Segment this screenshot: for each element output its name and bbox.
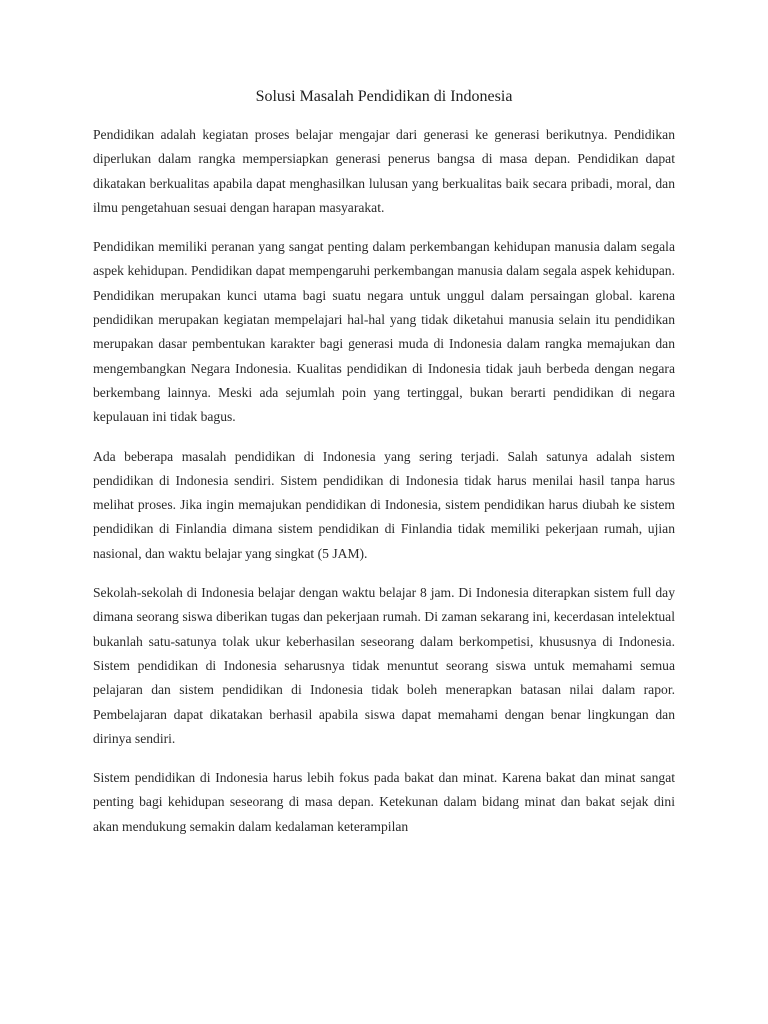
paragraph-4: Sekolah-sekolah di Indonesia belajar dengan waktu belajar 8 jam. Di Indonesia diterapkan sistem full day dimana seorang siswa diberikan tugas dan pekerjaan rumah. Di zaman sekarang ini, kecerdasan intelektual bukanlah satu-satunya tolak ukur keberhasilan seseorang dalam berkompetisi, khususnya di Indonesia. Sistem pendidikan di Indonesia seharusnya tidak menuntut seorang siswa untuk memahami semua pelajaran dan sistem pendidikan di Indonesia tidak boleh menerapkan batasan nilai dalam rapor. Pembelajaran dapat dikatakan berhasil apabila siswa dapat memahami dengan benar lingkungan dan dirinya sendiri. <box>93 585 675 746</box>
document-body <box>93 123 675 854</box>
document-title: Solusi Masalah Pendidikan di Indonesia <box>255 88 513 105</box>
paragraph-5: Sistem pendidikan di Indonesia harus lebih fokus pada bakat dan minat. Karena bakat dan minat sangat penting bagi kehidupan seseorang di masa depan. Ketekunan dalam bidang minat dan bakat sejak dini akan mendukung semakin dalam kedalaman keterampilan <box>93 770 675 834</box>
paragraph-2: Pendidikan memiliki peranan yang sangat penting dalam perkembangan kehidupan manusia dalam segala aspek kehidupan. Pendidikan dapat mempengaruhi perkembangan manusia dalam segala aspek kehidupan. Pendidikan merupakan kunci utama bagi suatu negara untuk unggul dalam persaingan global. karena pendidikan merupakan kegiatan mempelajari hal-hal yang tidak diketahui manusia selain itu pendidikan merupakan dasar pembentukan karakter bagi generasi muda di Indonesia dalam rangka memajukan dan mengembangkan Negara Indonesia. Kualitas pendidikan di Indonesia tidak jauh berbeda dengan negara berkembang lainnya. Meski ada sejumlah poin yang tertinggal, bukan berarti pendidikan di negara kepulauan ini tidak bagus. <box>93 239 675 425</box>
paragraph-3: Ada beberapa masalah pendidikan di Indonesia yang sering terjadi. Salah satunya adalah sistem pendidikan di Indonesia sendiri. Sistem pendidikan di Indonesia tidak harus menilai hasil tanpa harus melihat proses. Jika ingin memajukan pendidikan di Indonesia, sistem pendidikan harus diubah ke sistem pendidikan di Finlandia dimana sistem pendidikan di Finlandia tidak memiliki pekerjaan rumah, ujian nasional, dan waktu belajar yang singkat (5 JAM). <box>93 448 675 561</box>
paragraph-1: Pendidikan adalah kegiatan proses belajar mengajar dari generasi ke generasi berikutnya. Pendidikan diperlukan dalam rangka mempersiapkan generasi penerus bangsa di masa depan. Pendidikan dapat dikatakan berkualitas apabila dapat menghasilkan lulusan yang berkualitas baik secara pribadi, moral, dan ilmu pengetahuan sesuai dengan harapan masyarakat. <box>93 127 675 215</box>
